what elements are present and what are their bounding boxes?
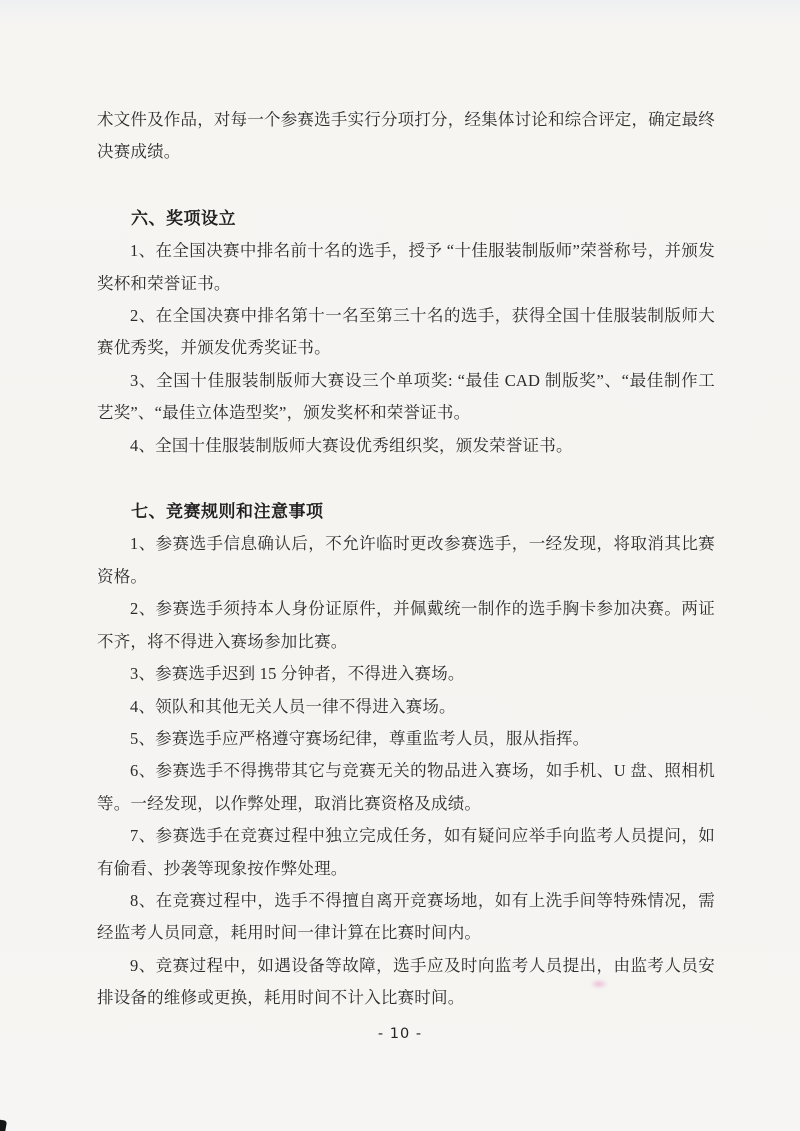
rules-item-9: 9、竞赛过程中，如遇设备等故障，选手应及时向监考人员提出，由监考人员安排设备的维修或更换，耗用时间不计入比赛时间。	[97, 955, 715, 1008]
page-number: - 10 -	[377, 1026, 423, 1042]
awards-item-4: 4、全国十佳服装制版师大赛设优秀组织奖，颁发荣誉证书。	[130, 435, 573, 455]
rules-item-8: 8、在竞赛过程中，选手不得擅自离开竞赛场地，如有上洗手间等特殊情况，需经监考人员同意，耗用时间一律计算在比赛时间内。	[97, 890, 715, 943]
awards-item-1: 1、在全国决赛中排名前十名的选手，授予 “十佳服装制版师”荣誉称号，并颁发奖杯和荣誉证书。	[97, 241, 715, 293]
section-heading-rules: 七、竞赛规则和注意事项	[131, 502, 324, 523]
section-heading-awards: 六、奖项设立	[131, 208, 236, 229]
rules-item-6: 6、参赛选手不得携带其它与竞赛无关的物品进入赛场，如手机、U 盘、照相机等。一经发现，以作弊处理，取消比赛资格及成绩。	[97, 761, 715, 813]
rules-item-1: 1、参赛选手信息确认后，不允许临时更改参赛选手，一经发现，将取消其比赛资格。	[97, 534, 715, 586]
continuation-paragraph: 术文件及作品，对每一个参赛选手实行分项打分，经集体讨论和综合评定，确定最终决赛成绩。	[97, 110, 715, 162]
rules-item-5: 5、参赛选手应严格遵守赛场纪律，尊重监考人员，服从指挥。	[130, 728, 590, 748]
scan-corner-artifact	[0, 1119, 7, 1131]
rules-item-2: 2、参赛选手须持本人身份证原件，并佩戴统一制作的选手胸卡参加决赛。两证不齐，将不得进入赛场参加比赛。	[97, 599, 715, 651]
awards-item-2: 2、在全国决赛中排名第十一名至第三十名的选手，获得全国十佳服装制版师大赛优秀奖，并颁发优秀奖证书。	[97, 306, 715, 358]
awards-item-3: 3、全国十佳服装制版师大赛设三个单项奖: “最佳 CAD 制版奖”、“最佳制作工艺奖”、“最佳立体造型奖”，颁发奖杯和荣誉证书。	[97, 370, 715, 423]
rules-item-4: 4、领队和其他无关人员一律不得进入赛场。	[130, 696, 456, 716]
rules-item-3: 3、参赛选手迟到 15 分钟者，不得进入赛场。	[130, 664, 465, 684]
scan-pink-smudge	[590, 979, 608, 989]
rules-item-7: 7、参赛选手在竞赛过程中独立完成任务，如有疑问应举手向监考人员提问，如有偷看、抄袭等现象按作弊处理。	[97, 826, 715, 878]
document-text-block	[97, 104, 715, 1015]
